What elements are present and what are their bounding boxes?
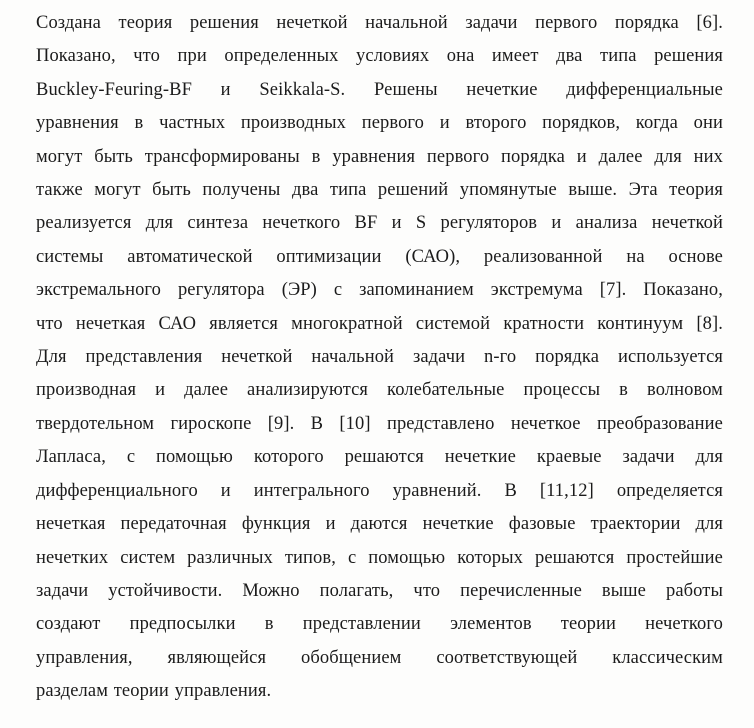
text-line: разделам теории управления.: [36, 681, 272, 702]
text-line: также могут быть получены два типа решений упомянутые выше. Эта теория: [36, 180, 723, 201]
text-line: задачи устойчивости. Можно полагать, что перечисленные выше работы: [36, 580, 723, 601]
text-line: что нечеткая САО является многократной системой кратности континуум [8].: [36, 313, 723, 334]
text-line: нечеткая передаточная функция и даются нечеткие фазовые траектории для: [36, 514, 723, 535]
text-line: Buckley-Feuring-BF и Seikkala-S. Решены нечеткие дифференциальные: [36, 79, 723, 100]
text-line: твердотельном гироскопе [9]. В [10] представлено нечеткое преобразование: [36, 413, 723, 434]
text-line: могут быть трансформированы в уравнения первого порядка и далее для них: [36, 146, 723, 167]
paragraph: [36, 7, 723, 709]
text-line: управления, являющейся обобщением соответствующей классическим: [36, 647, 723, 668]
text-line: Создана теория решения нечеткой начальной задачи первого порядка [6].: [36, 13, 723, 33]
text-line: производная и далее анализируются колебательные процессы в волновом: [36, 380, 723, 401]
text-line: Для представления нечеткой начальной задачи n-го порядка используется: [36, 347, 723, 368]
text-line: системы автоматической оптимизации (САО), реализованной на основе: [36, 246, 723, 267]
text-line: создают предпосылки в представлении элементов теории нечеткого: [36, 614, 723, 635]
text-line: дифференциального и интегрального уравнений. В [11,12] определяется: [36, 480, 723, 501]
text-line: Показано, что при определенных условиях она имеет два типа решения: [36, 46, 723, 67]
text-line: Лапласа, с помощью которого решаются нечеткие краевые задачи для: [36, 447, 723, 468]
text-line: реализуется для синтеза нечеткого BF и S регуляторов и анализа нечеткой: [36, 213, 723, 234]
text-line: экстремального регулятора (ЭР) с запоминанием экстремума [7]. Показано,: [36, 280, 723, 301]
text-line: нечетких систем различных типов, с помощью которых решаются простейшие: [36, 547, 723, 568]
text-line: уравнения в частных производных первого и второго порядков, когда они: [36, 113, 723, 134]
